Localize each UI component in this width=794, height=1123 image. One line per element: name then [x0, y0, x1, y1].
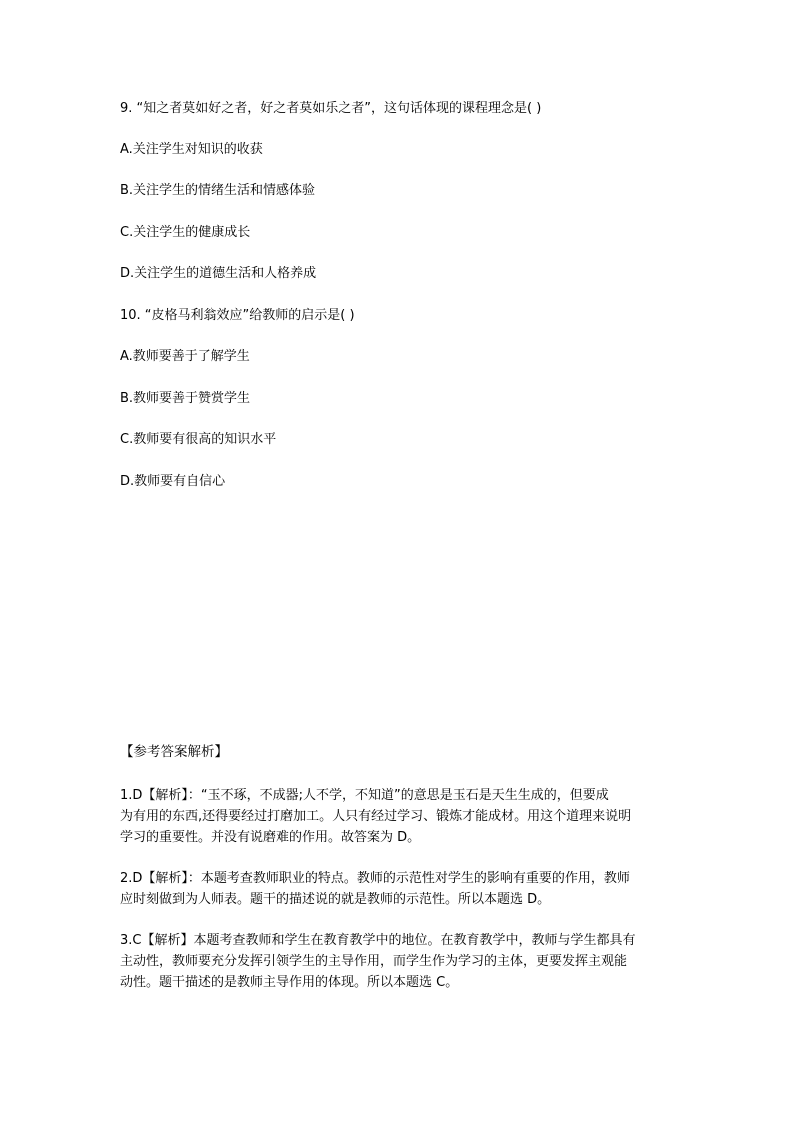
- answer-3-line-3: 动性。题干描述的是教师主导作用的体现。所以本题选 C。: [120, 975, 459, 990]
- answer-3: [120, 930, 676, 993]
- question-9-stem: 9. “知之者莫如好之者，好之者莫如乐之者”，这句话体现的课程理念是( ): [120, 101, 542, 116]
- question-9-option-c: C.关注学生的健康成长: [120, 225, 251, 240]
- answer-3-line-2: 主动性，教师要充分发挥引领学生的主导作用，而学生作为学习的主体，更要发挥主观能: [120, 954, 628, 969]
- question-9-option-d: D.关注学生的道德生活和人格养成: [120, 266, 317, 281]
- question-10-option-d: D.教师要有自信心: [120, 474, 226, 489]
- answer-2-line-1: 2.D【解析】：本题考查教师职业的特点。教师的示范性对学生的影响有重要的作用，教师: [120, 871, 630, 886]
- answer-1-line-1: 1.D【解析】：“玉不琢，不成器;人不学，不知道”的意思是玉石是天生生成的，但要成: [120, 788, 609, 803]
- question-9-option-a: A.关注学生对知识的收获: [120, 142, 263, 157]
- answer-2-line-2: 应时刻做到为人师表。题干的描述说的就是教师的示范性。所以本题选 D。: [120, 892, 551, 907]
- question-10-option-c: C.教师要有很高的知识水平: [120, 432, 277, 447]
- question-10-option-b: B.教师要善于赞赏学生: [120, 391, 251, 406]
- answer-1-line-2: 为有用的东西,还得要经过打磨加工。人只有经过学习、锻炼才能成材。用这个道理来说明: [120, 809, 632, 824]
- answer-3-line-1: 3.C【解析】本题考查教师和学生在教育教学中的地位。在教育教学中，教师与学生都具有: [120, 933, 636, 948]
- question-10-stem: 10. “皮格马利翁效应”给教师的启示是( ): [120, 308, 355, 323]
- answer-1: [120, 785, 676, 848]
- answers-title: 【参考答案解析】: [120, 744, 228, 760]
- question-9-option-b: B.关注学生的情绪生活和情感体验: [120, 183, 316, 198]
- answer-2: [120, 868, 676, 910]
- answer-1-line-3: 学习的重要性。并没有说磨难的作用。故答案为 D。: [120, 830, 421, 845]
- question-10-option-a: A.教师要善于了解学生: [120, 349, 250, 364]
